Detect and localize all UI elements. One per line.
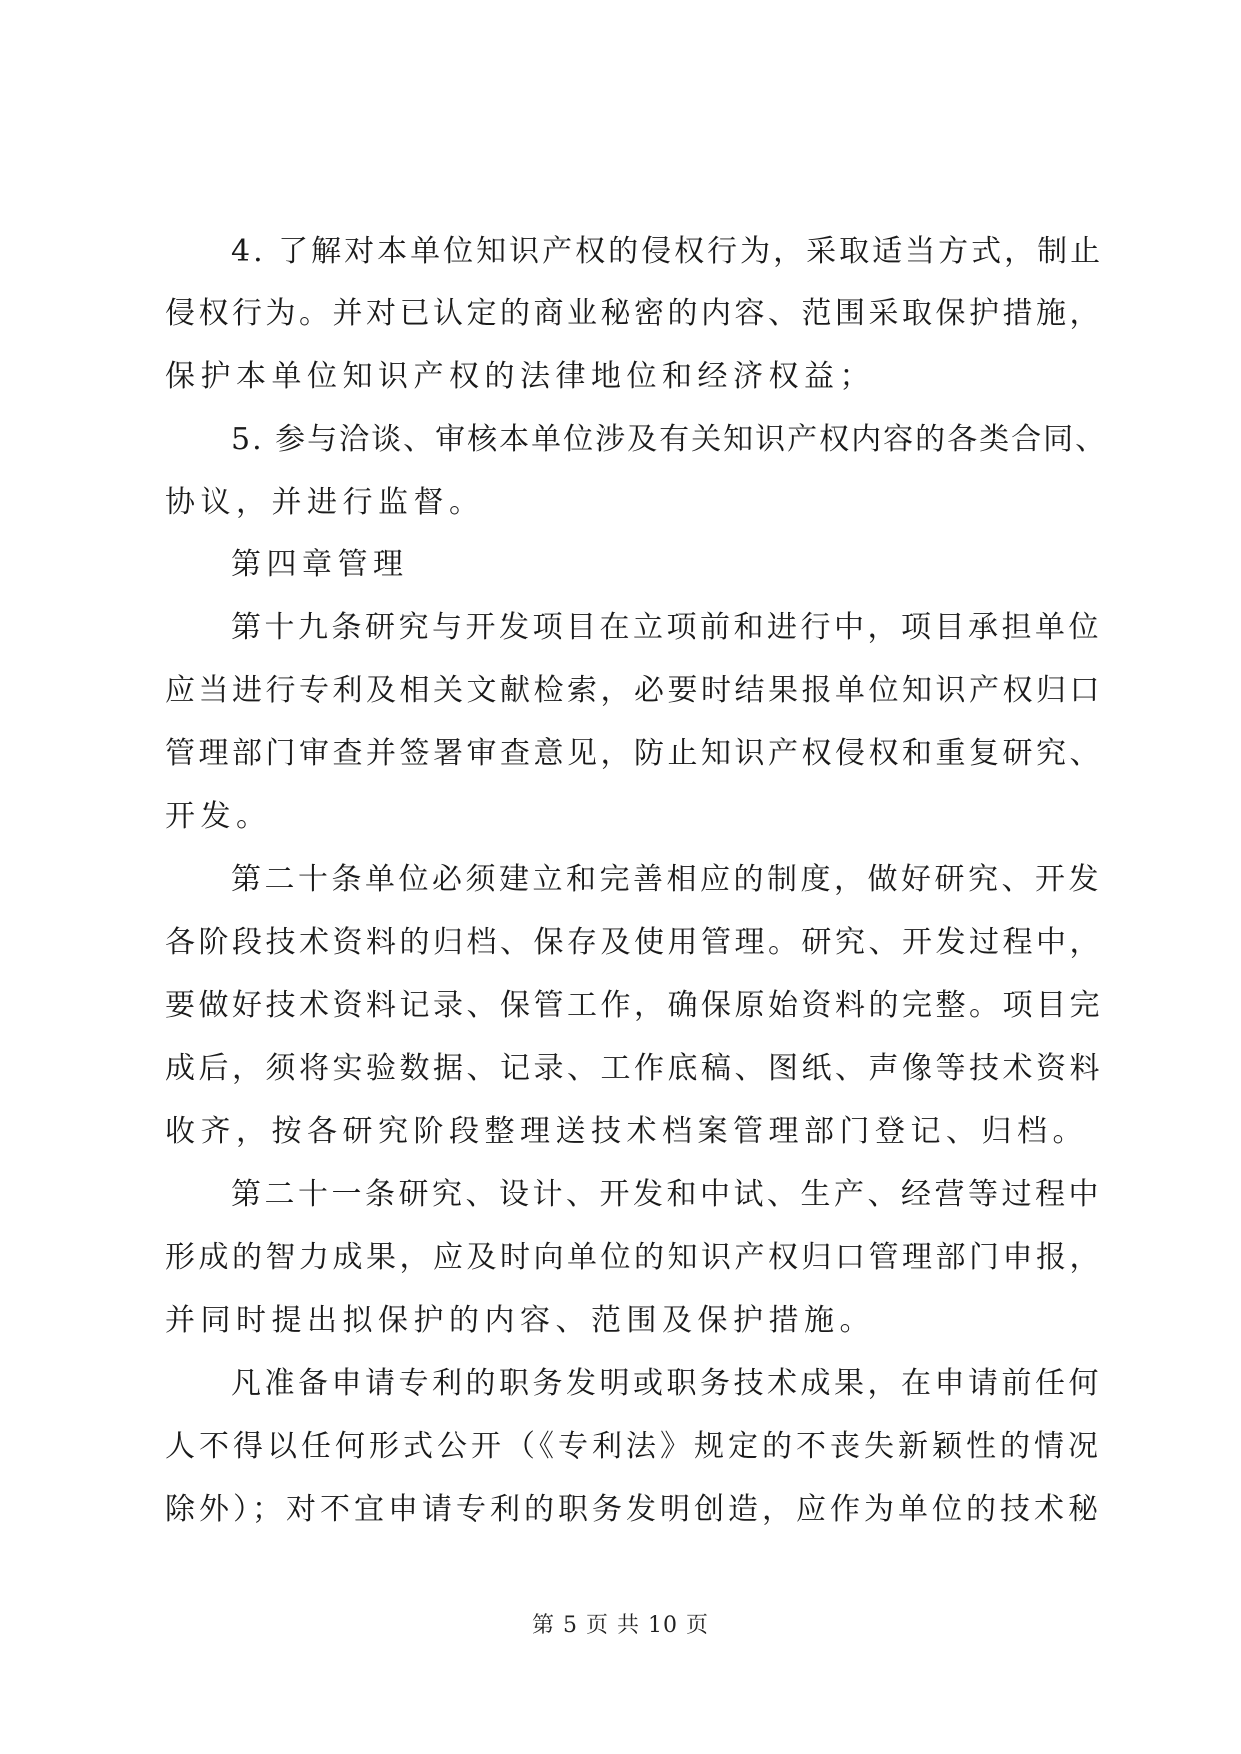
paragraph-line: 收齐，按各研究阶段整理送技术档案管理部门登记、归档。 — [165, 1114, 1088, 1149]
paragraph-line: 人不得以任何形式公开（《专利法》规定的不丧失新颖性的情况 — [165, 1429, 1102, 1464]
paragraph-line: 应当进行专利及相关文献检索，必要时结果报单位知识产权归口 — [165, 673, 1103, 708]
paragraph-line: 各阶段技术资料的归档、保存及使用管理。研究、开发过程中， — [165, 925, 1103, 960]
page-number-footer: 第 5 页 共 10 页 — [532, 1613, 709, 1638]
paragraph-line: 除外）；对不宜申请专利的职务发明创造，应作为单位的技术秘 — [165, 1492, 1102, 1527]
paragraph-line: 凡准备申请专利的职务发明或职务技术成果，在申请前任何 — [231, 1366, 1102, 1401]
paragraph-line: 管理部门审查并签署审查意见，防止知识产权侵权和重复研究、 — [165, 736, 1103, 771]
paragraph-line: 开发。 — [165, 799, 272, 834]
paragraph-line: 形成的智力成果，应及时向单位的知识产权归口管理部门申报， — [165, 1240, 1103, 1275]
paragraph-line: 成后，须将实验数据、记录、工作底稿、图纸、声像等技术资料 — [165, 1051, 1103, 1086]
paragraph-line: 侵权行为。并对已认定的商业秘密的内容、范围采取保护措施， — [165, 296, 1103, 331]
paragraph-line: 5. 参与洽谈、审核本单位涉及有关知识产权内容的各类合同、 — [231, 422, 1108, 457]
paragraph-line: 第二十条单位必须建立和完善相应的制度，做好研究、开发 — [231, 862, 1102, 897]
paragraph-line: 4. 了解对本单位知识产权的侵权行为，采取适当方式，制止 — [231, 234, 1104, 269]
paragraph-line: 协议，并进行监督。 — [165, 485, 485, 520]
paragraph-line: 要做好技术资料记录、保管工作，确保原始资料的完整。项目完 — [165, 988, 1103, 1023]
paragraph-line: 第二十一条研究、设计、开发和中试、生产、经营等过程中 — [231, 1177, 1102, 1212]
paragraph-line: 并同时提出拟保护的内容、范围及保护措施。 — [165, 1303, 875, 1338]
chapter-heading: 第四章管理 — [231, 547, 409, 582]
paragraph-line: 第十九条研究与开发项目在立项前和进行中，项目承担单位 — [231, 610, 1102, 645]
paragraph-line: 保护本单位知识产权的法律地位和经济权益； — [165, 359, 875, 394]
